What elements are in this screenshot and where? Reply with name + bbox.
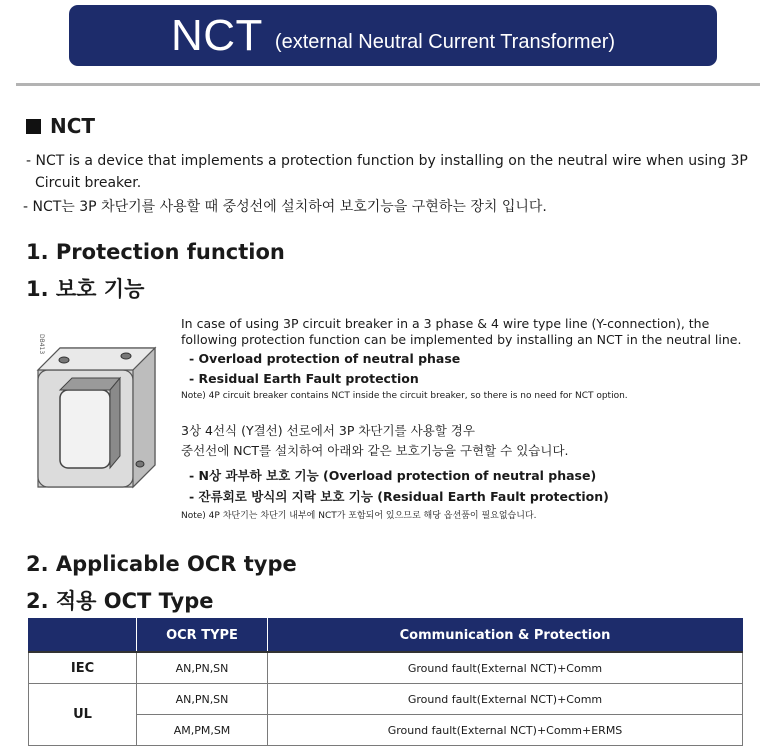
bullet-ko-earth-fault: - 잔류회로 방식의 지락 보호 기능 (Residual Earth Fault protection) (189, 489, 609, 504)
nct-heading (26, 114, 95, 138)
row-standard: IEC (29, 652, 137, 684)
section2-title-en: 2. Applicable OCR type (26, 552, 297, 576)
square-bullet-icon (26, 119, 41, 134)
bullet-en-earth-fault: - Residual Earth Fault protection (189, 371, 419, 386)
table-row (29, 652, 743, 684)
intro-ko-line: - NCT는 3P 차단기를 사용할 때 중성선에 설치하여 보호기능을 구현하는 장치 입니다. (23, 199, 547, 215)
nct-heading-text: NCT (50, 114, 96, 138)
banner-subtitle: (external Neutral Current Transformer) (274, 31, 616, 53)
desc-en-line1: In case of using 3P circuit breaker in a 3 phase & 4 wire type line (Y-connection), the (181, 316, 710, 331)
header-standard (29, 619, 137, 653)
section2-title-ko: 2. 적용 OCT Type (26, 589, 214, 613)
row-standard: UL (29, 684, 137, 746)
table-row (29, 684, 743, 715)
image-code: DB413 (38, 334, 45, 355)
banner-title: NCT (170, 10, 263, 60)
desc-ko-line1: 3상 4선식 (Y결선) 선로에서 3P 차단기를 사용할 경우 (181, 423, 475, 438)
nct-device-image (30, 330, 165, 490)
intro-en-line: - NCT is a device that implements a protection function by installing on the neutral wire when using 3P (26, 153, 748, 169)
header-communication: Communication & Protection (268, 619, 743, 653)
bullet-en-overload: - Overload protection of neutral phase (189, 351, 461, 366)
header-ocr-type: OCR TYPE (137, 619, 268, 653)
intro-en-line-cont: Circuit breaker. (35, 175, 142, 191)
ocr-type-table (28, 618, 743, 746)
row-comm: Ground fault(External NCT)+Comm (268, 652, 743, 684)
desc-ko-line2: 중선선에 NCT를 설치하여 아래와 같은 보호기능을 구현할 수 있습니다. (181, 443, 569, 458)
section1-title-en: 1. Protection function (26, 240, 285, 264)
table-row (29, 715, 743, 746)
row-ocr: AN,PN,SN (137, 652, 268, 684)
row-ocr: AM,PM,SM (137, 715, 268, 746)
divider (16, 83, 760, 86)
row-ocr: AN,PN,SN (137, 684, 268, 715)
section1-title-ko: 1. 보호 기능 (26, 277, 145, 301)
table-header-row (29, 619, 743, 653)
title-banner (69, 5, 717, 66)
row-comm: Ground fault(External NCT)+Comm+ERMS (268, 715, 743, 746)
note-ko: Note) 4P 차단기는 차단기 내부에 NCT가 포함되어 있으므로 해당 옵션품이 필요없습니다. (181, 511, 537, 521)
note-en: Note) 4P circuit breaker contains NCT inside the circuit breaker, so there is no need for NCT option. (181, 391, 628, 401)
desc-en-line2: following protection function can be implemented by installing an NCT in the neutral line. (181, 332, 742, 347)
row-comm: Ground fault(External NCT)+Comm (268, 684, 743, 715)
bullet-ko-overload: - N상 과부하 보호 기능 (Overload protection of neutral phase) (189, 468, 597, 483)
